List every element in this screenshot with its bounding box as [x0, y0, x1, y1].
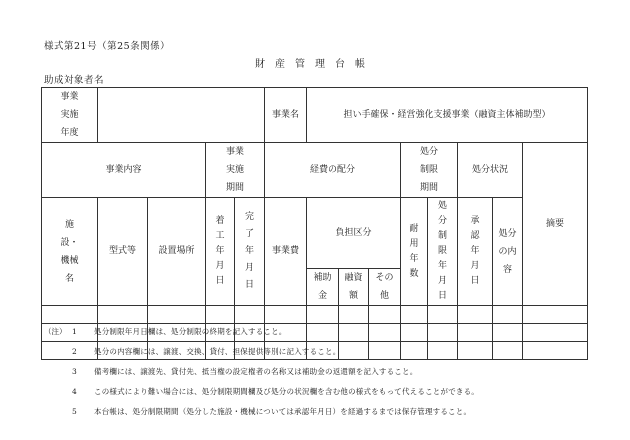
- header-disposal-content: 処分の内容: [498, 228, 517, 275]
- table-cell: [98, 306, 148, 324]
- note-number: 2: [72, 347, 77, 356]
- header-cost-group: 経費の配分: [265, 143, 401, 198]
- table-cell: [401, 306, 428, 324]
- note-number: 4: [72, 387, 77, 396]
- header-limit-date: 処分制限年月日: [438, 201, 448, 301]
- header-loan-cell: [339, 269, 369, 306]
- header-period-group: 事業実施期間: [226, 147, 245, 193]
- header-disposal-status-group: 処分状況: [458, 143, 523, 198]
- form-number: 様式第21号（第25条関係）: [44, 41, 171, 52]
- header-useful-life-cell: [401, 198, 428, 306]
- header-start-date-cell: [206, 198, 235, 306]
- header-project-cost: 事業費: [265, 198, 307, 306]
- table-cell: [523, 306, 588, 324]
- header-disposal-content-cell: [493, 198, 523, 306]
- header-facility-cell: [42, 198, 98, 306]
- note-number: 5: [72, 407, 77, 416]
- header-remarks: 摘要: [523, 143, 588, 306]
- project-name-value: 担い手確保・経営強化支援事業（融資主体補助型）: [307, 88, 588, 143]
- header-model: 型式等: [98, 198, 148, 306]
- page-title: 財産管理台帳: [255, 59, 375, 70]
- note-text: 備考欄には、譲渡先、貸付先、抵当権の設定権者の名称又は補助金の返還額を記入すること。: [94, 367, 418, 376]
- header-completion-date-cell: [235, 198, 265, 306]
- note-text: 処分制限年月日欄は、処分制限の終期を記入すること。: [94, 327, 287, 336]
- header-approval-date: 承認年月日: [470, 216, 480, 286]
- table-cell: [42, 306, 98, 324]
- header-approval-date-cell: [458, 198, 493, 306]
- header-useful-life: 耐用年数: [409, 223, 419, 279]
- note-item: [44, 402, 604, 422]
- header-completion-date: 完了年月日: [245, 212, 255, 290]
- note-text: 本台帳は、処分制限期間（処分した施設・機械については承認年月日）を経過するまでは保存管理すること。: [94, 407, 472, 416]
- table-row: [42, 306, 588, 324]
- year-value-cell: [98, 88, 265, 143]
- header-period-group-cell: [206, 143, 265, 198]
- header-disposal-limit-group: 処分制限期間: [420, 147, 439, 193]
- table-cell: [428, 306, 458, 324]
- note-number: 3: [72, 367, 77, 376]
- header-other-cell: [369, 269, 401, 306]
- header-burden-group: 負担区分: [307, 198, 401, 269]
- note-item: [44, 362, 604, 382]
- year-label: 事業実施年度: [60, 92, 79, 138]
- table-cell: [235, 306, 265, 324]
- header-disposal-limit-group-cell: [401, 143, 458, 198]
- table-cell: [265, 306, 307, 324]
- note-item: [44, 322, 604, 342]
- note-item: [44, 382, 604, 402]
- year-label-cell: [42, 88, 98, 143]
- header-subsidy-cell: [307, 269, 339, 306]
- note-text: 処分の内容欄には、譲渡、交換、貸付、担保提供等別に記入すること。: [94, 347, 341, 356]
- header-other: その他: [375, 273, 394, 301]
- header-start-date: 着工年月日: [215, 216, 225, 286]
- table-cell: [458, 306, 493, 324]
- notes-section: [44, 322, 604, 422]
- subject-label: 助成対象者名: [44, 75, 105, 86]
- header-limit-date-cell: [428, 198, 458, 306]
- table-cell: [148, 306, 206, 324]
- header-loan: 融資額: [344, 273, 363, 301]
- note-number: 1: [72, 327, 77, 336]
- property-ledger-table: [41, 87, 588, 360]
- table-cell: [369, 306, 401, 324]
- note-text: この様式により難い場合には、処分制限期間欄及び処分の状況欄を含む他の様式をもって代えることができる。: [94, 387, 479, 396]
- table-cell: [206, 306, 235, 324]
- table-cell: [493, 306, 523, 324]
- notes-label: （注）: [44, 327, 67, 336]
- header-content-group: 事業内容: [42, 143, 206, 198]
- note-item: [44, 342, 604, 362]
- table-cell: [307, 306, 339, 324]
- project-name-label: 事業名: [265, 88, 307, 143]
- header-location: 設置場所: [148, 198, 206, 306]
- header-subsidy: 補助金: [313, 273, 332, 301]
- header-facility: 施設・機械名: [60, 219, 79, 284]
- table-cell: [339, 306, 369, 324]
